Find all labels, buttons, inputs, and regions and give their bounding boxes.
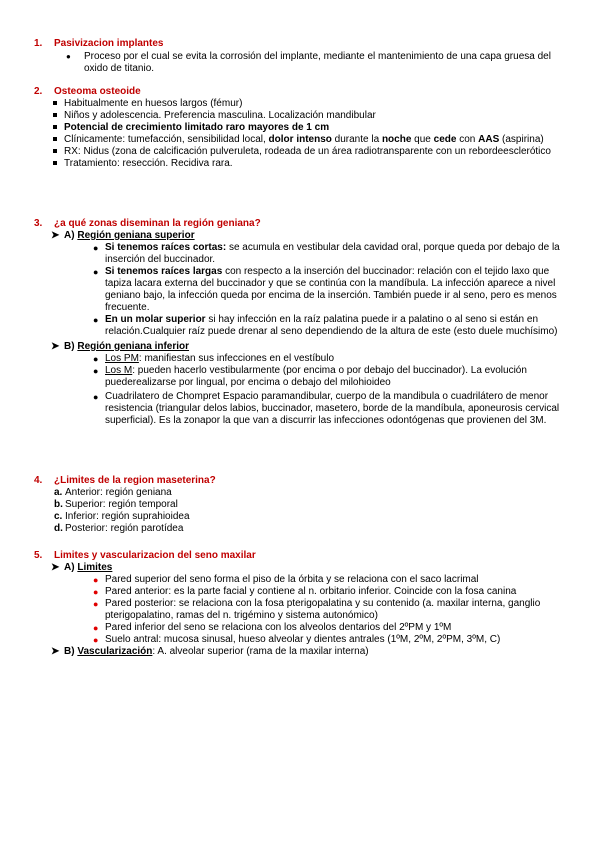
- arrow-bullet-icon: ➤: [51, 341, 60, 352]
- bullet-icon: ●: [93, 366, 99, 376]
- section-heading: 3. ¿a qué zonas diseminan la región geniana?: [34, 218, 261, 229]
- arrow-bullet-icon: ➤: [51, 562, 60, 573]
- list-item: ● Cuadrilatero de Chompret Espacio paramandibular, cuerpo de la mandibula o cuadrilátero de menor resistencia (triangular delos labios, buccinador, masetero, borde de la mandíbula, aponeurosis cervical superficial). Es la zonapor la que van a discurrir las infecciones odontógenas que provienen del 3M.: [93, 391, 560, 426]
- red-bullet-icon: ●: [93, 635, 99, 645]
- section-heading: 4. ¿Limites de la region maseterina?: [34, 475, 216, 486]
- square-bullet-icon: [53, 137, 57, 141]
- section-5: [34, 550, 574, 658]
- list-item: ● Si tenemos raíces largas con respecto a la inserción del buccinador: relación con el tejido laxo que tapiza lacara externa del buccinador y que se continúa con la mandíbula. La infección aparece a nivel geniano bajo, la infección queda por encima de la inserción. También puede ir al seno, pero es menos frecuente.: [93, 266, 557, 313]
- bullet-icon: ●: [93, 354, 99, 364]
- subsection-b: ➤ B) Vascularización: A. alveolar superior (rama de la maxilar interna): [51, 646, 369, 657]
- list-item: ● Pared anterior: es la parte facial y contiene al n. orbitario inferior. Coincide con la fosa canina: [93, 586, 517, 597]
- list-item: Tratamiento: resección. Recidiva rara.: [34, 158, 574, 170]
- subsection-a: ➤ A) Limites: [51, 562, 113, 573]
- square-bullet-icon: [53, 161, 57, 165]
- list-item: ● Pared inferior del seno se relaciona con los alveolos dentarios del 2ºPM y 1ºM: [93, 622, 452, 633]
- section-3: [34, 218, 574, 427]
- list-item: ● En un molar superior si hay infección en la raíz palatina puede ir a palatino o al seno si están en relación.Cualquier raíz puede drenar al seno dependiendo de la altura de este (esto duele muchísimo): [93, 314, 558, 337]
- list-item: a. Anterior: región geniana: [54, 487, 172, 498]
- list-item: Niños y adolescencia. Preferencia masculina. Localización mandibular: [34, 110, 574, 122]
- section-4: [34, 475, 574, 535]
- bullet-icon: ●: [93, 315, 99, 325]
- subsection-a: ➤ A) Región geniana superior: [51, 230, 195, 241]
- subsection-b: ➤ B) Región geniana inferior: [51, 341, 190, 352]
- list-item: d. Posterior: región parotídea: [54, 523, 184, 534]
- square-bullet-icon: [53, 149, 57, 153]
- list-item: ● Los PM: manifiestan sus infecciones en el vestíbulo: [93, 353, 335, 364]
- list-item: c. Inferior: región suprahioidea: [54, 511, 190, 522]
- arrow-bullet-icon: ➤: [51, 230, 60, 241]
- square-bullet-icon: [53, 101, 57, 105]
- red-bullet-icon: ●: [93, 623, 99, 633]
- list-item: ● Si tenemos raíces cortas: se acumula en vestibular dela cavidad oral, porque queda por debajo de la inserción del buccinador.: [93, 242, 560, 265]
- red-bullet-icon: ●: [93, 575, 99, 585]
- bullet-icon: ●: [93, 243, 99, 253]
- arrow-bullet-icon: ➤: [51, 646, 60, 657]
- bullet-icon: ●: [66, 52, 71, 61]
- section-heading: 5. Limites y vascularizacion del seno maxilar: [34, 550, 256, 561]
- list-item: b. Superior: región temporal: [54, 499, 178, 510]
- list-item: ● Proceso por el cual se evita la corrosión del implante, mediante el mantenimiento de una capa gruesa del oxido de titanio.: [66, 51, 551, 74]
- red-bullet-icon: ●: [93, 599, 99, 609]
- bullet-icon: ●: [93, 267, 99, 277]
- section-heading: 1. Pasivizacion implantes: [34, 38, 164, 49]
- section-1: [34, 38, 574, 75]
- bullet-icon: ●: [93, 392, 99, 402]
- list-item: Clínicamente: tumefacción, sensibilidad local, dolor intenso durante la noche que cede con AAS (aspirina): [34, 134, 574, 146]
- red-bullet-icon: ●: [93, 587, 99, 597]
- list-item: Habitualmente en huesos largos (fémur): [34, 98, 574, 110]
- square-bullet-icon: [53, 113, 57, 117]
- list-item: RX: Nidus (zona de calcificación pulveruleta, rodeada de un área radiotransparente con un rebordeesclerótico: [34, 146, 574, 158]
- list-item: ● Suelo antral: mucosa sinusal, hueso alveolar y dientes antrales (1ºM, 2ºM, 2ºPM, 3ºM, C): [93, 634, 501, 645]
- section-heading: 2. Osteoma osteoide: [34, 86, 141, 97]
- list-item: ● Pared superior del seno forma el piso de la órbita y se relaciona con el saco lacrimal: [93, 574, 479, 585]
- list-item: Potencial de crecimiento limitado raro mayores de 1 cm: [34, 122, 574, 134]
- square-bullet-icon: [53, 125, 57, 129]
- list-item: ● Los M: pueden hacerlo vestibularmente (por encima o por debajo del buccinador). La evolución puederealizarse por lingual, por encima o debajo del milohioideo: [93, 365, 527, 388]
- section-2: [34, 86, 574, 170]
- list-item: ● Pared posterior: se relaciona con la fosa pterigopalatina y su contenido (a. maxilar interna, ganglio pterigopalatino, ramas del n. trigémino y sistema autonómico): [93, 598, 541, 621]
